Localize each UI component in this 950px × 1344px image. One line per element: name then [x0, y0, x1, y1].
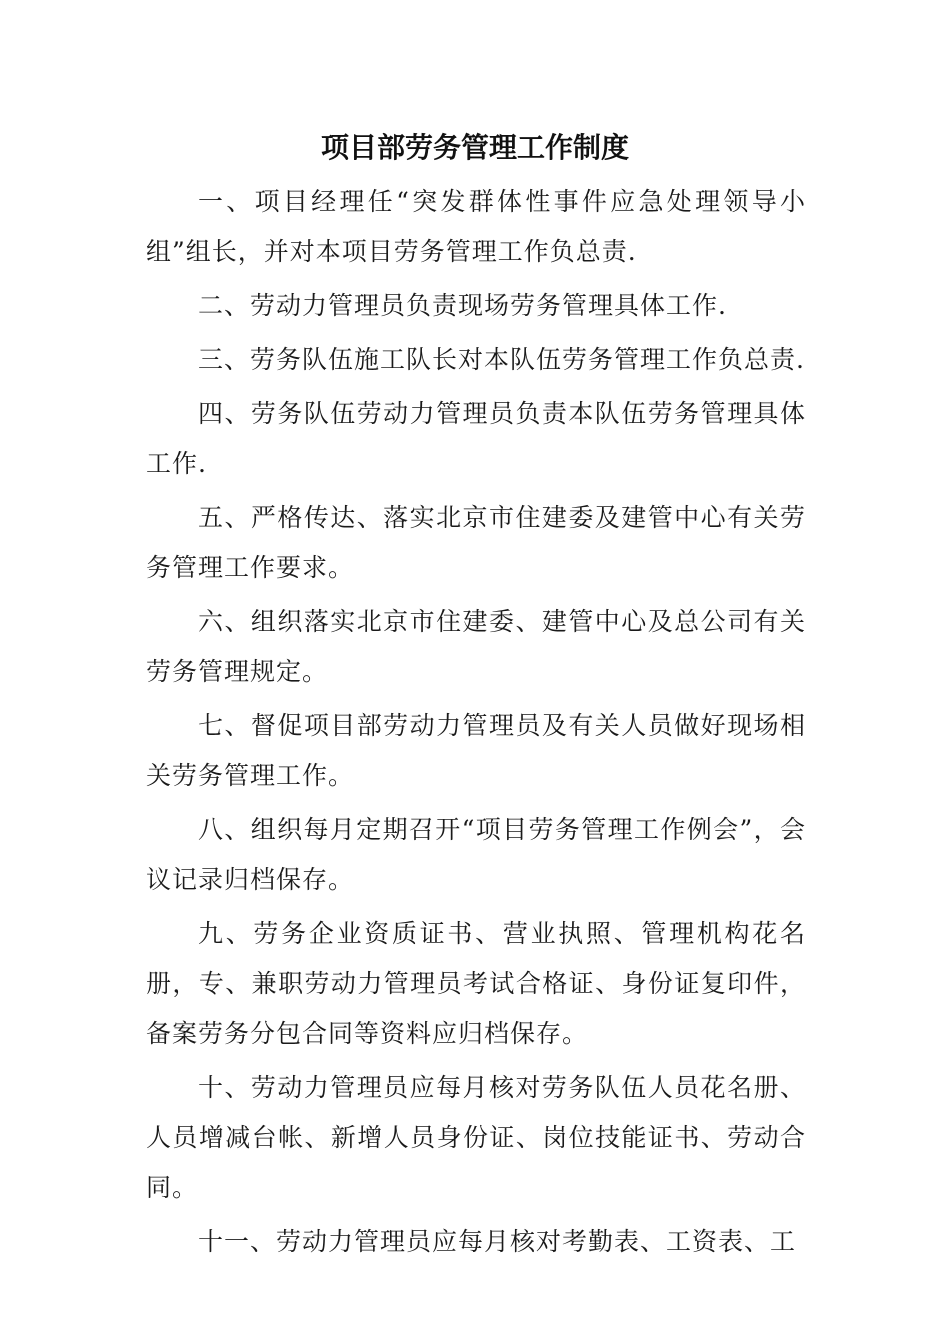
- paragraph-1: 一、项目经理任“突发群体性事件应急处理领导小组”组长，并对本项目劳务管理工作负总责.: [146, 187, 806, 266]
- document-title: 项目部劳务管理工作制度: [320, 131, 629, 164]
- paragraph-3: 三、劳务队伍施工队长对本队伍劳务管理工作负总责.: [198, 345, 805, 374]
- paragraph-4: 四、劳务队伍劳动力管理员负责本队伍劳务管理具体工作.: [146, 399, 806, 478]
- paragraph-10: 十、劳动力管理员应每月核对劳务队伍人员花名册、人员增减台帐、新增人员身份证、岗位技能证书、劳动合同。: [146, 1073, 806, 1202]
- paragraph-8: 八、组织每月定期召开“项目劳务管理工作例会”，会议记录归档保存。: [146, 815, 806, 894]
- paragraph-9: 九、劳务企业资质证书、营业执照、管理机构花名册，专、兼职劳动力管理员考试合格证、身份证复印件，备案劳务分包合同等资料应归档保存。: [146, 919, 806, 1048]
- paragraph-6: 六、组织落实北京市住建委、建管中心及总公司有关劳务管理规定。: [146, 607, 806, 686]
- document-body: [146, 177, 806, 1271]
- paragraph-7: 七、督促项目部劳动力管理员及有关人员做好现场相关劳务管理工作。: [146, 711, 806, 790]
- paragraph-11: 十一、劳动力管理员应每月核对考勤表、工资表、工: [198, 1227, 797, 1256]
- paragraph-5: 五、严格传达、落实北京市住建委及建管中心有关劳务管理工作要求。: [146, 503, 806, 582]
- paragraph-2: 二、劳动力管理员负责现场劳务管理具体工作.: [198, 291, 727, 320]
